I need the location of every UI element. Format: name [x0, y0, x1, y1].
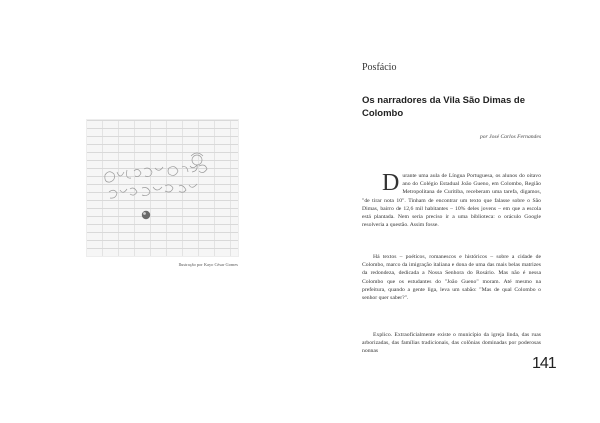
drop-cap: D — [382, 170, 400, 196]
paragraph-1 — [362, 172, 541, 229]
author-line: por José Carlos Fernandes — [479, 134, 541, 140]
illustration — [86, 119, 239, 257]
paragraph-3: Explico. Extraoficialmente existe o município da igreja linda, das ruas arborizadas, das famílias tradicionais, das colônias dominadas por poderosas nonnas — [362, 332, 541, 355]
paragraph-2: Há textos – poéticos, romanescos e históricos – sobre a cidade de Colombo, marco da imigração italiana e dona de uma das mais belas matrizes da redondeza, dedicada a Nossa Senhora do Rosário. Mas não é nessa Colombo que os estudantes do "João Gueno" moram. Até mesmo na prefeitura, quando a gente liga, leva um sabão: "Mas de qual Colombo o senhor quer saber?". — [362, 254, 541, 302]
section-label: Posfácio — [362, 62, 397, 73]
page-number: 141 — [532, 355, 556, 372]
illustration-caption: Ilustração por Kayo César Gomes — [178, 262, 238, 267]
paragraph-1-text: urante uma aula de Língua Portuguesa, os alunos do oitavo ano do Colégio Estadual João Gueno, em Colombo, Região Metropolitana de Curitiba, receberam uma tarefa, digamos, "de tirar nota 10". Tinham de encontrar um texto que falasse sobre o São Dimas, bairro de 12,6 mil habitantes – 10% deles jovens – em que a escola está plantada. Nem seria preciso ir a uma biblioteca: o oráculo Google resolveria a questão. Assim fosse. — [362, 173, 541, 229]
sketch-drawing — [87, 120, 238, 256]
chapter-title: Os narradores da Vila São Dimas de Colombo — [362, 95, 525, 119]
